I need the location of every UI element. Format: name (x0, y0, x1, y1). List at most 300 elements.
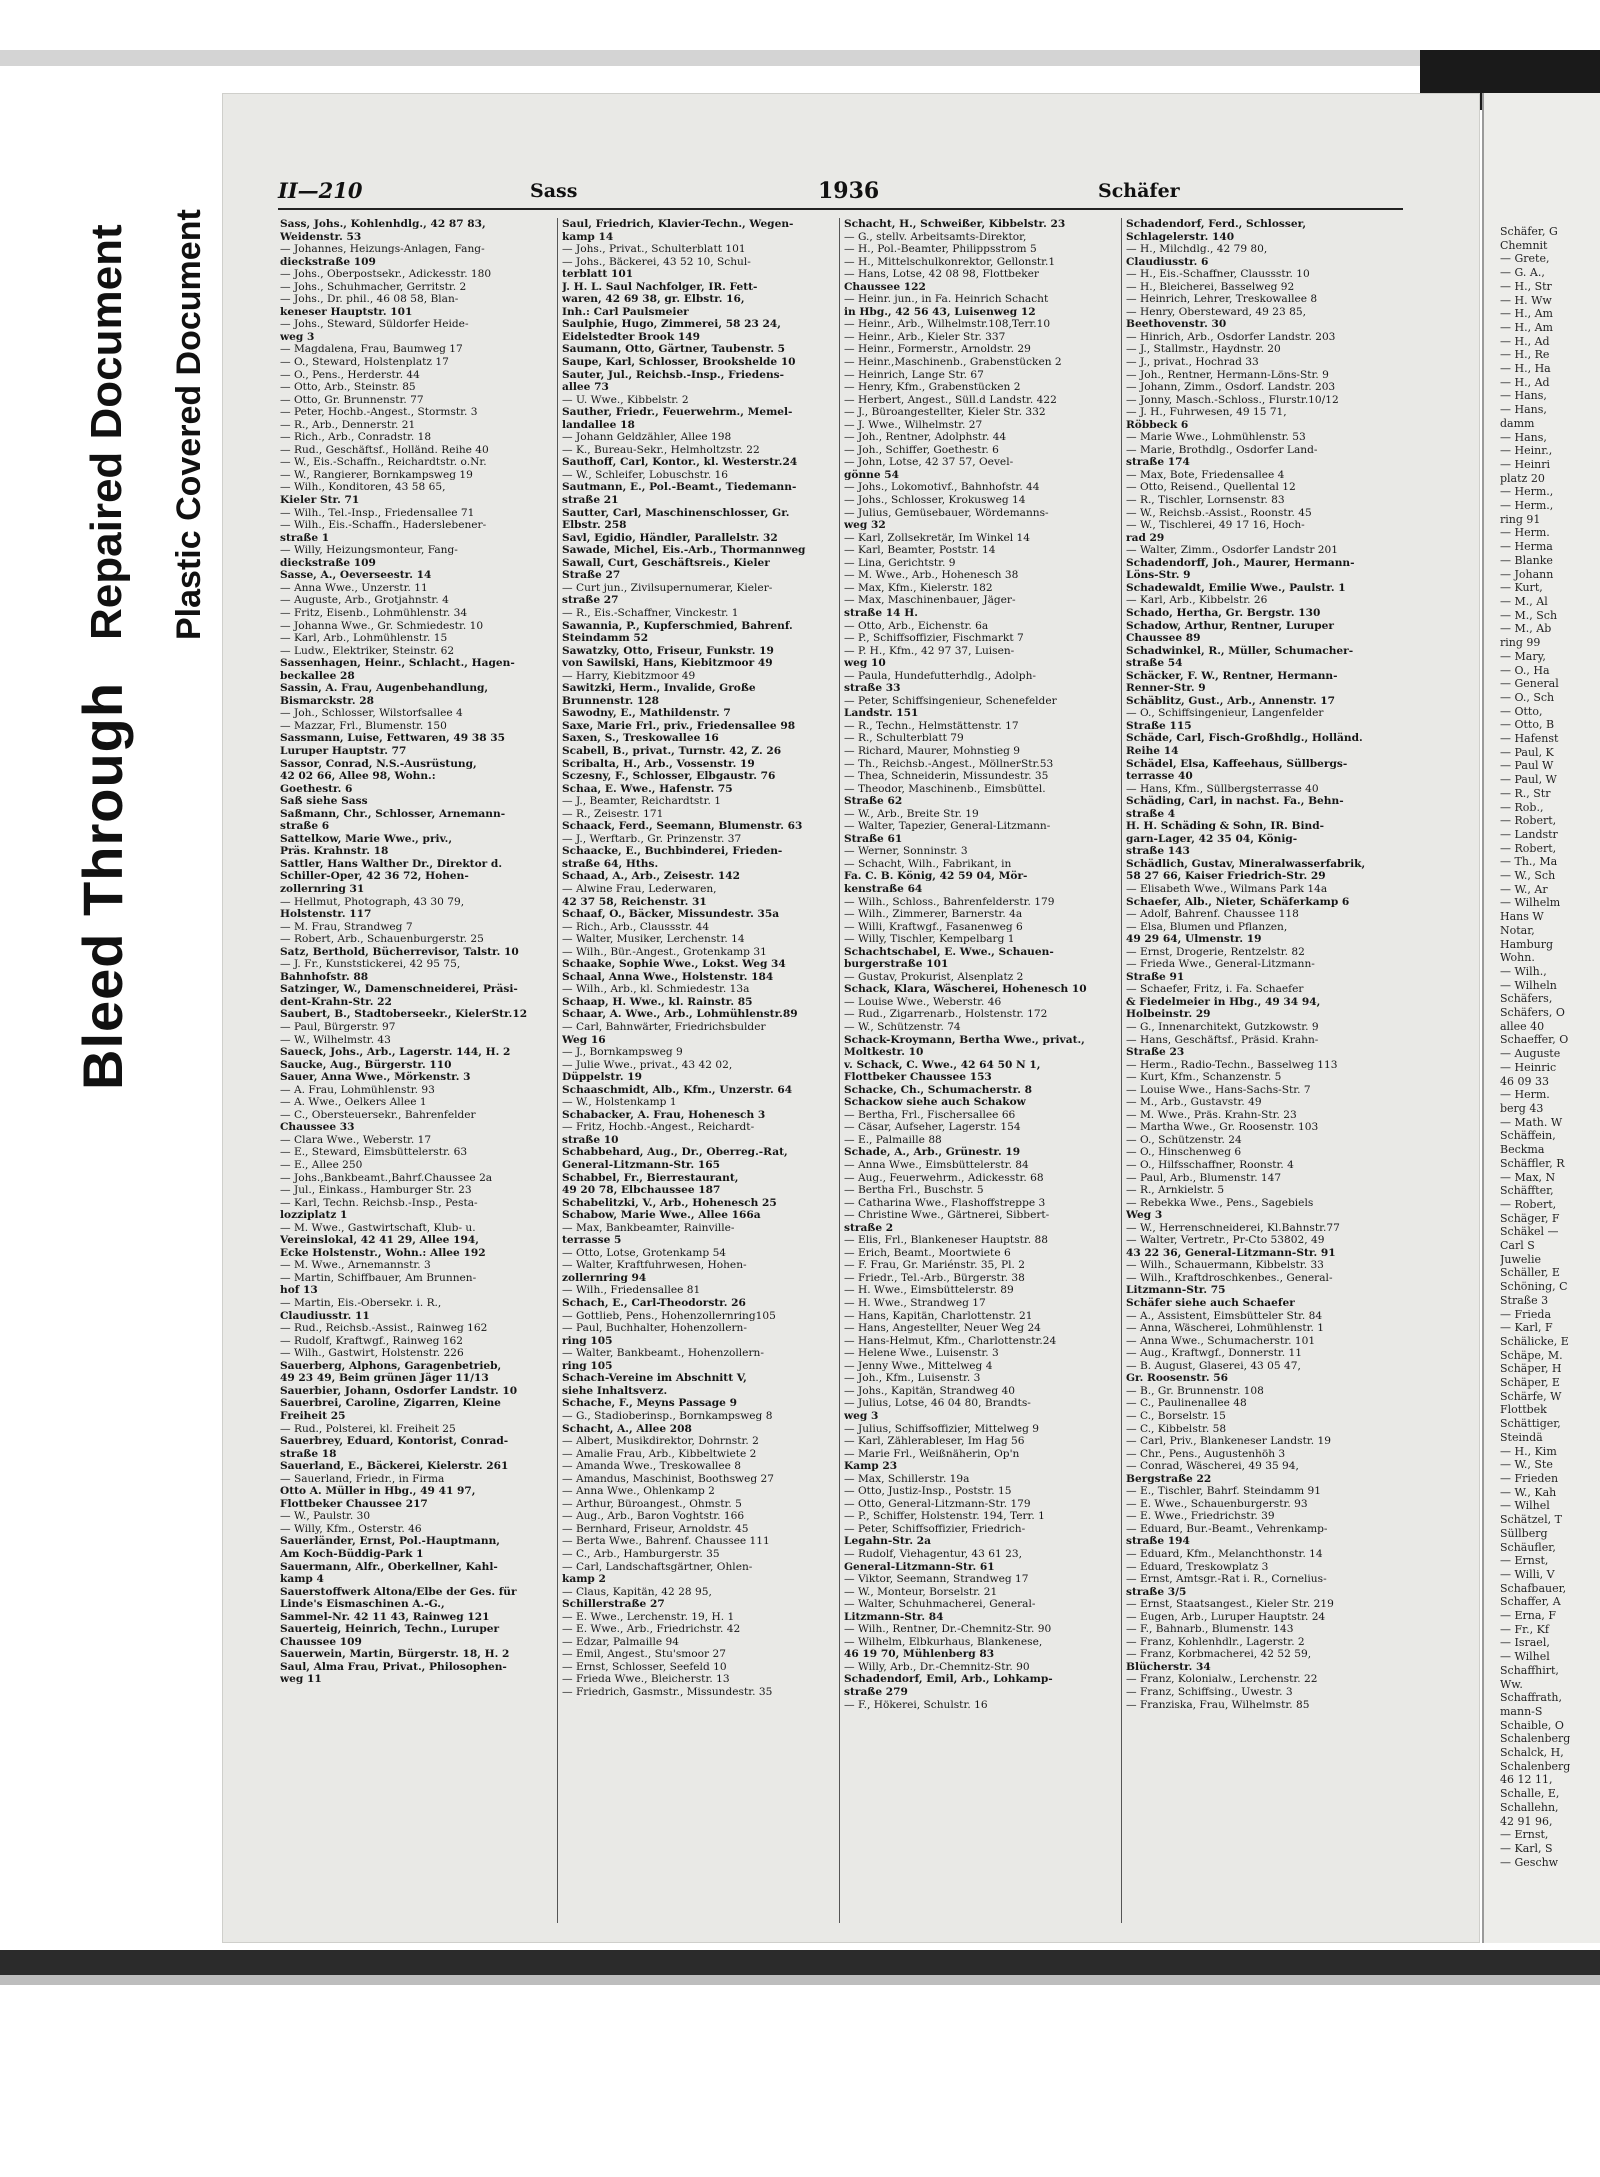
directory-entry: Löns-Str. 9 (1126, 569, 1191, 582)
directory-entry: — Heinr., Formerstr., Arnoldstr. 29 (844, 343, 1031, 356)
directory-entry: Otto A. Müller in Hbg., 49 41 97, (280, 1485, 476, 1498)
directory-entry: Schadendorff, Joh., Maurer, Hermann- (1126, 556, 1355, 569)
directory-entry: — Theodor, Maschinenb., Eimsbüttel. (844, 782, 1046, 795)
scan-bottom-bar (0, 1950, 1600, 1975)
directory-entry: — Kurt, Kfm., Schanzenstr. 5 (1126, 1071, 1282, 1084)
directory-entry: — J. Wwe., Wilhelmstr. 27 (844, 418, 983, 431)
directory-entry: Schädlich, Gustav, Mineralwasserfabrik, (1126, 857, 1366, 870)
directory-entry: Sauerteig, Heinrich, Techn., Luruper (280, 1623, 500, 1636)
adjacent-page-line: Schalck, H, (1500, 1746, 1564, 1760)
directory-entry: — Wilh., Bür.-Angest., Grotenkamp 31 (562, 945, 767, 958)
directory-entry: & Fiedelmeier in Hbg., 49 34 94, (1126, 995, 1321, 1008)
directory-entry: Schädel, Elsa, Kaffeehaus, Süllbergs- (1126, 757, 1348, 770)
directory-entry: — W., Paulstr. 30 (280, 1510, 371, 1523)
directory-entry: straße 33 (844, 682, 901, 695)
directory-entry: — Willy, Kfm., Osterstr. 46 (280, 1522, 422, 1535)
directory-entry: — Jonny, Masch.-Schloss., Flurstr.10/12 (1126, 393, 1339, 406)
directory-entry: — Rud., Reichsb.-Assist., Rainweg 162 (280, 1322, 488, 1335)
directory-entry: ring 105 (562, 1334, 613, 1347)
directory-entry: Schach-Vereine im Abschnitt V, (562, 1372, 747, 1385)
directory-entry: — U. Wwe., Kibbelstr. 2 (562, 393, 689, 406)
directory-entry: — Hans, Angestellter, Neuer Weg 24 (844, 1322, 1041, 1335)
adjacent-page-line: ring 91 (1500, 512, 1541, 526)
directory-entry: straße 4 (1126, 807, 1176, 820)
directory-entry: Schaa, E. Wwe., Hafenstr. 75 (562, 782, 733, 795)
directory-entry: v. Schack, C. Wwe., 42 64 50 N 1, (844, 1058, 1041, 1071)
directory-entry: — C., Kibbelstr. 58 (1126, 1422, 1227, 1435)
directory-entry: Sauerstoffwerk Altona/Elbe der Ges. für (280, 1585, 517, 1598)
directory-entry: — R., Arb., Dennerstr. 21 (280, 418, 416, 431)
directory-entry: Kamp 23 (844, 1460, 898, 1473)
directory-entry: Sauerländer, Ernst, Pol.-Hauptmann, (280, 1535, 500, 1548)
directory-entry: Schaar, A. Wwe., Arb., Lohmühlenstr.89 (562, 1008, 798, 1021)
directory-entry: — Wilh., Friedensallee 81 (562, 1284, 701, 1297)
directory-entry: — Arthur, Büroangest., Ohmstr. 5 (562, 1497, 742, 1510)
directory-entry: Sawitzki, Herm., Invalide, Große (562, 682, 756, 695)
adjacent-page-line: Süllberg (1500, 1526, 1548, 1540)
directory-entry: — Albert, Musikdirektor, Dohrnstr. 2 (562, 1435, 759, 1448)
adjacent-page-line: Beckma (1500, 1143, 1545, 1157)
directory-entry: Linde's Eismaschinen A.-G., (280, 1598, 445, 1611)
adjacent-page-line: — Willi, V (1500, 1567, 1555, 1581)
directory-entry: 49 23 49, Beim grünen Jäger 11/13 (280, 1372, 489, 1385)
directory-entry: Goethestr. 6 (280, 782, 353, 795)
directory-entry: — Otto, Reisend., Quellental 12 (1126, 481, 1296, 494)
adjacent-page-line: — Rob., (1500, 800, 1544, 814)
directory-entry: — Karl, Techn. Reichsb.-Insp., Pesta- (280, 1196, 478, 1209)
adjacent-page-line: — Paul W (1500, 759, 1554, 773)
directory-entry: 58 27 66, Kaiser Friedrich-Str. 29 (1126, 870, 1326, 883)
adjacent-page-line: — H., Ha (1500, 362, 1551, 376)
adjacent-page-line: — Heinri (1500, 457, 1550, 471)
directory-entry: — Julie Wwe., privat., 43 42 02, (562, 1058, 733, 1071)
directory-entry: — J., Büroangestellter, Kieler Str. 332 (844, 406, 1046, 419)
directory-entry: weg 10 (844, 657, 886, 670)
directory-entry: — Johs., Bäckerei, 43 52 10, Schul- (562, 255, 751, 268)
directory-entry: — W., Monteur, Borselstr. 21 (844, 1585, 998, 1598)
directory-entry: Fa. C. B. König, 42 59 04, Mör- (844, 870, 1028, 883)
directory-entry: — E., Steward, Eimsbüttelerstr. 63 (280, 1146, 468, 1159)
adjacent-page-line: Wohn. (1500, 951, 1535, 965)
directory-entry: — Viktor, Seemann, Strandweg 17 (844, 1573, 1029, 1586)
directory-column-3 (844, 218, 1116, 1923)
directory-entry: — Wilh., Konditoren, 43 58 65, (280, 481, 446, 494)
directory-entry: — W., Tischlerei, 49 17 16, Hoch- (1126, 519, 1305, 532)
directory-entry: — O., Schützenstr. 24 (1126, 1133, 1242, 1146)
adjacent-page-line: Juwelie (1500, 1252, 1541, 1266)
directory-entry: terblatt 101 (562, 268, 634, 281)
directory-entry: — Friedr., Tel.-Arb., Bürgerstr. 38 (844, 1271, 1025, 1284)
adjacent-page-line: — General (1500, 677, 1559, 691)
directory-entry: — Lina, Gerichtstr. 9 (844, 556, 956, 569)
directory-entry: — Walter, Kraftfuhrwesen, Hohen- (562, 1259, 747, 1272)
directory-entry: — Johs.,Bankbeamt.,Bahrf.Chaussee 2a (280, 1171, 493, 1184)
directory-entry: — Julius, Gemüsebauer, Wördemanns- (844, 506, 1049, 519)
adjacent-page-line: Schaeffer, O (1500, 1033, 1569, 1047)
directory-entry: — Max, Maschinenbauer, Jäger- (844, 594, 1016, 607)
directory-entry: — J., Werftarb., Gr. Prinzenstr. 37 (562, 832, 742, 845)
adjacent-page-line: mann-S (1500, 1704, 1543, 1718)
directory-entry: straße 10 (562, 1133, 619, 1146)
directory-entry: — Joh., Rentner, Adolphstr. 44 (844, 431, 1007, 444)
adjacent-page-line: Schärfe, W (1500, 1389, 1562, 1403)
directory-entry: — Rudolf, Viehagentur, 43 61 23, (844, 1547, 1022, 1560)
directory-entry: — E., Tischler, Bahrf. Steindamm 91 (1126, 1485, 1322, 1498)
adjacent-page-line: — O., Sch (1500, 690, 1555, 704)
directory-entry: — Johs., Schlosser, Krokusweg 14 (844, 494, 1026, 507)
directory-entry: — H., Bleicherei, Basselweg 92 (1126, 280, 1295, 293)
directory-entry: — Paul, Buchhalter, Hohenzollern- (562, 1322, 747, 1335)
directory-entry: — Bernhard, Friseur, Arnoldstr. 45 (562, 1522, 749, 1535)
directory-entry: — Max, Bankbeamter, Rainville- (562, 1221, 735, 1234)
adjacent-page-line: — R., Str (1500, 786, 1551, 800)
adjacent-page-line: — H., Ad (1500, 375, 1550, 389)
directory-entry: Weg 16 (562, 1033, 606, 1046)
directory-entry: — Hellmut, Photograph, 43 30 79, (280, 895, 465, 908)
directory-entry: — A. Frau, Lohmühlenstr. 93 (280, 1083, 435, 1096)
directory-entry: — Ernst, Drogerie, Rentzelstr. 82 (1126, 945, 1305, 958)
directory-entry: — Walter, Schuhmacherei, General- (844, 1598, 1036, 1611)
directory-entry: — Marie Frl., Weißnäherin, Op'n (844, 1447, 1020, 1460)
directory-entry: — Anna Wwe., Ohlenkamp 2 (562, 1485, 715, 1498)
adjacent-page-line: Schaffrath, (1500, 1691, 1562, 1705)
adjacent-page-line: Schäffein, (1500, 1129, 1556, 1143)
directory-entry: Schäfer siehe auch Schaefer (1126, 1297, 1295, 1310)
directory-entry: — Karl, Arb., Kibbelstr. 26 (1126, 594, 1268, 607)
directory-entry: Saupe, Karl, Schlosser, Brookshelde 10 (562, 356, 796, 369)
directory-entry: — Johannes, Heizungs-Anlagen, Fang- (280, 243, 485, 256)
directory-entry: — E. Wwe., Arb., Friedrichstr. 42 (562, 1623, 741, 1636)
directory-entry: dieckstraße 109 (280, 255, 376, 268)
directory-entry: — E., Palmaille 88 (844, 1133, 942, 1146)
directory-entry: — Joh., Kfm., Luisenstr. 3 (844, 1372, 981, 1385)
directory-entry: — Amandus, Maschinist, Boothsweg 27 (562, 1472, 774, 1485)
adjacent-page-line: Steindä (1500, 1430, 1543, 1444)
directory-entry: Sawodny, E., Mathildenstr. 7 (562, 707, 731, 720)
directory-entry: Sczesny, F., Schlosser, Elbgaustr. 76 (562, 770, 776, 783)
directory-entry: Weidenstr. 53 (280, 230, 362, 243)
directory-entry: Chaussee 33 (280, 1121, 355, 1134)
adjacent-page-line: Schaffer, A (1500, 1595, 1561, 1609)
directory-entry: — Emil, Angest., Stu'smoor 27 (562, 1648, 726, 1661)
directory-entry: 49 29 64, Ulmenstr. 19 (1126, 933, 1262, 946)
directory-entry: — A., Assistent, Eimsbütteler Str. 84 (1126, 1309, 1323, 1322)
directory-entry: — H., Mittelschulkonrektor, Gellonstr.1 (844, 255, 1056, 268)
directory-entry: — E. Wwe., Lerchenstr. 19, H. 1 (562, 1610, 735, 1623)
directory-entry: — H., Pol.-Beamter, Philippsstrom 5 (844, 243, 1037, 256)
directory-entry: Schaack, Ferd., Seemann, Blumenstr. 63 (562, 820, 803, 833)
directory-entry: — Berta Wwe., Bahrenf. Chaussee 111 (562, 1535, 770, 1548)
adjacent-page-line: — W., Sch (1500, 869, 1556, 883)
directory-entry: — Walter, Zimm., Osdorfer Landstr 201 (1126, 544, 1339, 557)
adjacent-page-line: Schalenberg (1500, 1732, 1571, 1746)
adjacent-page-line: — Landstr (1500, 827, 1558, 841)
directory-entry: Schlagelerstr. 140 (1126, 230, 1235, 243)
directory-entry: — Bertha, Frl., Fischersallee 66 (844, 1108, 1016, 1121)
directory-entry: — Herm., Radio-Techn., Basselweg 113 (1126, 1058, 1338, 1071)
directory-entry: Moltkestr. 10 (844, 1046, 924, 1059)
directory-entry: Sauter, Jul., Reichsb.-Insp., Friedens- (562, 368, 785, 381)
adjacent-page-line: berg 43 (1500, 1102, 1544, 1115)
adjacent-page-line: — H., Str (1500, 279, 1552, 293)
directory-entry: Saueck, Johs., Arb., Lagerstr. 144, H. 2 (280, 1046, 511, 1059)
directory-entry: — Elsa, Blumen und Pflanzen, (1126, 920, 1288, 933)
directory-entry: Schillerstraße 27 (562, 1598, 665, 1611)
directory-entry: — R., Eis.-Schaffner, Vinckestr. 1 (562, 606, 739, 619)
adjacent-page-line: Hans W (1500, 910, 1544, 924)
directory-entry: — Ludw., Elektriker, Steinstr. 62 (280, 644, 455, 657)
directory-entry: — C., Arb., Hamburgerstr. 35 (562, 1547, 720, 1560)
directory-entry: — Johs., Dr. phil., 46 08 58, Blan- (280, 293, 459, 306)
directory-entry: — F., Bahnarb., Blumenstr. 143 (1126, 1623, 1294, 1636)
directory-entry: — Jul., Einkass., Hamburger Str. 23 (280, 1184, 472, 1197)
directory-entry: Sattler, Hans Walther Dr., Direktor d. (280, 857, 503, 870)
directory-entry: — Max, Schillerstr. 19a (844, 1472, 970, 1485)
directory-entry: Weg 3 (1126, 1209, 1163, 1222)
directory-entry: — Wilh., Kraftdroschkenbes., General- (1126, 1271, 1333, 1284)
directory-entry: Schache, F., Meyns Passage 9 (562, 1397, 737, 1410)
directory-entry: — Heinrich, Lehrer, Treskowallee 8 (1126, 293, 1318, 306)
directory-entry: — Walter, Vertretr., Pr-Cto 53802, 49 (1126, 1234, 1325, 1247)
directory-entry: — Johann Geldzähler, Allee 198 (562, 431, 732, 444)
directory-entry: Claudiusstr. 6 (1126, 255, 1209, 268)
directory-entry: — H., Milchdlg., 42 79 80, (1126, 243, 1268, 256)
adjacent-page-line: Schäfers, (1500, 992, 1553, 1006)
adjacent-page-line: — Herma (1500, 540, 1553, 554)
directory-entry: — G., Stadioberinsp., Bornkampsweg 8 (562, 1409, 773, 1422)
adjacent-page-line: Schätzel, T (1500, 1513, 1562, 1527)
directory-entry: in Hbg., 42 56 43, Luisenweg 12 (844, 305, 1036, 318)
directory-entry: — Peter, Schiffsoffizier, Friedrich- (844, 1522, 1026, 1535)
directory-entry: — Rud., Zigarrenarb., Holstenstr. 172 (844, 1008, 1048, 1021)
directory-entry: landallee 18 (562, 418, 635, 431)
directory-entry: — John, Lotse, 42 37 57, Oevel- (844, 456, 1014, 469)
header-to-word: Schäfer (1098, 180, 1180, 202)
directory-entry: — Karl, Zählerableser, Im Hag 56 (844, 1435, 1025, 1448)
adjacent-page-line: — Paul, K (1500, 745, 1554, 759)
plastic-covered-label: Plastic Covered Document (170, 209, 208, 640)
directory-entry: — Martin, Eis.-Obersekr. i. R., (280, 1297, 442, 1310)
directory-entry: — Johanna Wwe., Gr. Schmiedestr. 10 (280, 619, 484, 632)
adjacent-page-line: — Herm., (1500, 499, 1554, 513)
directory-entry: — P., Schiffer, Holstenstr. 194, Terr. 1 (844, 1510, 1045, 1523)
directory-entry: — Wilh., Rentner, Dr.-Chemnitz-Str. 90 (844, 1623, 1052, 1636)
directory-entry: — Ernst, Amtsgr.-Rat i. R., Cornelius- (1126, 1573, 1327, 1586)
directory-entry: — Conrad, Wäscherei, 49 35 94, (1126, 1460, 1299, 1473)
directory-entry: Sammel-Nr. 42 11 43, Rainweg 121 (280, 1610, 490, 1623)
directory-entry: Schack, Klara, Wäscherei, Hohenesch 10 (844, 983, 1087, 996)
adjacent-page-line: Schäufler, (1500, 1540, 1556, 1554)
directory-entry: — Christine Wwe., Gärtnerei, Sibbert- (844, 1209, 1050, 1222)
directory-entry: Sawatzky, Otto, Friseur, Funkstr. 19 (562, 644, 774, 657)
adjacent-page-line: — Grete, (1500, 252, 1550, 266)
directory-entry: — Franz, Korbmacherei, 42 52 59, (1126, 1648, 1312, 1661)
directory-entry: — Anna, Wäscherei, Lohmühlenstr. 1 (1126, 1322, 1324, 1335)
directory-entry: — Julius, Schiffsoffizier, Mittelweg 9 (844, 1422, 1039, 1435)
adjacent-page-line: Notar, (1500, 923, 1535, 937)
directory-entry: — Heinrich, Lange Str. 67 (844, 368, 984, 381)
directory-entry: Am Koch-Büddig-Park 1 (280, 1547, 424, 1560)
directory-entry: — Wilh., Tel.-Insp., Friedensallee 71 (280, 506, 475, 519)
directory-entry: Schachtschabel, E. Wwe., Schauen- (844, 945, 1054, 958)
directory-entry: — K., Bureau-Sekr., Helmholtzstr. 22 (562, 443, 760, 456)
directory-entry: — Rich., Arb., Claussstr. 44 (562, 920, 710, 933)
directory-entry: — Otto, Lotse, Grotenkamp 54 (562, 1246, 727, 1259)
directory-entry: — Anna Wwe., Eimsbüttelerstr. 84 (844, 1159, 1029, 1172)
directory-column-2 (562, 218, 834, 1923)
directory-entry: — O., Hinschenweg 6 (1126, 1146, 1242, 1159)
adjacent-page-line: — Herm., (1500, 485, 1554, 499)
directory-entry: straße 54 (1126, 657, 1183, 670)
adjacent-page-line: Flottbek (1500, 1403, 1547, 1417)
scan-bottom-gray (0, 1975, 1600, 1985)
directory-entry: Kieler Str. 71 (280, 494, 360, 507)
directory-entry: — Peter, Hochb.-Angest., Stormstr. 3 (280, 406, 478, 419)
directory-entry: 49 20 78, Elbchaussee 187 (562, 1184, 721, 1197)
directory-entry: — Johs., Oberpostsekr., Adickesstr. 180 (280, 268, 492, 281)
directory-entry: straße 21 (562, 494, 619, 507)
directory-entry: terrasse 40 (1126, 770, 1193, 783)
directory-entry: — Wilh., Schauermann, Kibbelstr. 33 (1126, 1259, 1324, 1272)
directory-entry: — C., Paulinenallee 48 (1126, 1397, 1247, 1410)
adjacent-page-line: ring 99 (1500, 636, 1541, 650)
directory-entry: Schäcker, F. W., Rentner, Hermann- (1126, 669, 1338, 682)
directory-entry: Reihe 14 (1126, 744, 1179, 757)
directory-entry: weg 32 (844, 519, 886, 532)
directory-entry: — Aug., Arb., Baron Voghtstr. 166 (562, 1510, 745, 1523)
directory-entry: Satz, Berthold, Bücherrevisor, Talstr. 10 (280, 945, 519, 958)
directory-entry: — Willy, Tischler, Kempelbarg 1 (844, 933, 1015, 946)
directory-entry: — Helene Wwe., Luisenstr. 3 (844, 1347, 999, 1360)
directory-entry: — W., Herrenschneiderei, Kl.Bahnstr.77 (1126, 1221, 1340, 1234)
directory-entry: siehe Inhaltsverz. (562, 1384, 668, 1397)
directory-entry: — Peter, Schiffsingenieur, Schenefelder (844, 694, 1057, 707)
directory-entry: — Robert, Arb., Schauenburgerstr. 25 (280, 933, 484, 946)
adjacent-page-line: Schöning, C (1500, 1280, 1568, 1294)
directory-entry: Saxen, S., Treskowallee 16 (562, 732, 719, 745)
directory-entry: — E., Allee 250 (280, 1159, 363, 1172)
directory-entry: allee 73 (562, 381, 609, 394)
directory-entry: — Henry, Obersteward, 49 23 85, (1126, 305, 1306, 318)
directory-entry: Schaaschmidt, Alb., Kfm., Unzerstr. 64 (562, 1083, 793, 1096)
directory-entry: Schaefer, Alb., Nieter, Schäferkamp 6 (1126, 895, 1350, 908)
adjacent-page-line: — Otto, (1500, 704, 1543, 718)
header-year: 1936 (818, 178, 880, 204)
directory-entry: — Amalie Frau, Arb., Kibbeltwiete 2 (562, 1447, 757, 1460)
directory-entry: Chaussee 109 (280, 1635, 362, 1648)
directory-entry: — R., Techn., Helmstättenstr. 17 (844, 719, 1019, 732)
column-divider (839, 218, 840, 1923)
directory-entry: — Rebekka Wwe., Pens., Sagebiels (1126, 1196, 1314, 1209)
adjacent-page-line: Schäpe, M. (1500, 1348, 1563, 1362)
directory-entry: — Hans, Geschäftsf., Präsid. Krahn- (1126, 1033, 1319, 1046)
adjacent-page-line: Schaffhirt, (1500, 1663, 1559, 1677)
directory-entry: Präs. Krahnstr. 18 (280, 845, 389, 858)
directory-entry: Schabow, Marie Wwe., Allee 166a (562, 1209, 761, 1222)
directory-entry: — Elis, Frl., Blankeneser Hauptstr. 88 (844, 1234, 1049, 1247)
directory-entry: Bismarckstr. 28 (280, 694, 374, 707)
directory-entry: Schaaf, O., Bäcker, Missundestr. 35a (562, 908, 780, 921)
adjacent-page-line: — Wilhelm (1500, 896, 1561, 910)
directory-entry: — O., Pens., Herderstr. 44 (280, 368, 420, 381)
directory-entry: — O., Steward, Holstenplatz 17 (280, 356, 449, 369)
adjacent-page-line: — Robert, (1500, 841, 1557, 855)
adjacent-page-line: Schaible, O (1500, 1718, 1564, 1732)
adjacent-page-line: Schalenberg (1500, 1759, 1571, 1773)
adjacent-page-line: — Herm. (1500, 526, 1550, 540)
adjacent-page-line: Straße 3 (1500, 1293, 1549, 1307)
directory-entry: kamp 2 (562, 1573, 606, 1586)
adjacent-page-line: — Israel, (1500, 1636, 1550, 1650)
directory-entry: straße 3/5 (1126, 1585, 1187, 1598)
directory-entry: — Thea, Schneiderin, Missundestr. 35 (844, 770, 1049, 783)
directory-entry: — Johs., Schuhmacher, Gerritstr. 2 (280, 280, 467, 293)
directory-entry: Scabell, B., privat., Turnstr. 42, Z. 26 (562, 744, 782, 757)
directory-entry: — M. Wwe., Arb., Hohenesch 38 (844, 569, 1019, 582)
directory-entry: weg 3 (844, 1409, 879, 1422)
directory-entry: — Karl, Zollsekretär, Im Winkel 14 (844, 531, 1030, 544)
directory-entry: straße 27 (562, 594, 619, 607)
directory-entry: — Friedrich, Gasmstr., Missundestr. 35 (562, 1685, 773, 1698)
directory-entry: Röbbeck 6 (1126, 418, 1189, 431)
directory-entry: — Martin, Schiffbauer, Am Brunnen- (280, 1271, 477, 1284)
directory-entry: — Franz, Kohlenhdlr., Lagerstr. 2 (1126, 1635, 1305, 1648)
directory-entry: — Carl, Bahnwärter, Friedrichsbulder (562, 1021, 766, 1033)
directory-entry: kenstraße 64 (844, 882, 923, 895)
adjacent-page-line: — Karl, F (1500, 1321, 1553, 1335)
adjacent-page-line: — Wilheln (1500, 978, 1557, 992)
directory-entry: Scribalta, H., Arb., Vossenstr. 19 (562, 757, 755, 770)
directory-entry: — Walter, Musiker, Lerchenstr. 14 (562, 933, 745, 946)
directory-entry: — Frieda Wwe., Bleicherstr. 13 (562, 1673, 730, 1686)
directory-entry: Sawannia, P., Kupferschmied, Bahrenf. (562, 619, 793, 632)
directory-entry: — Rud., Geschäftsf., Holländ. Reihe 40 (280, 443, 489, 456)
directory-entry: — B. August, Glaserei, 43 05 47, (1126, 1359, 1301, 1372)
directory-entry: Schaap, H. Wwe., kl. Rainstr. 85 (562, 995, 753, 1008)
directory-entry: General-Litzmann-Str. 165 (562, 1159, 720, 1172)
directory-entry: — W., Reichsb.-Assist., Roonstr. 45 (1126, 506, 1312, 519)
directory-entry: — P., Schiffsoffizier, Fischmarkt 7 (844, 632, 1024, 645)
directory-entry: dieckstraße 109 (280, 556, 376, 569)
directory-entry: Beethovenstr. 30 (1126, 318, 1227, 331)
directory-entry: straße 194 (1126, 1535, 1190, 1548)
adjacent-page-line: — Frieda (1500, 1307, 1552, 1321)
directory-entry: — Harry, Kiebitzmoor 49 (562, 669, 696, 682)
directory-entry: — M. Wwe., Arnemannstr. 3 (280, 1259, 431, 1272)
adjacent-page-line: — Herm. (1500, 1088, 1550, 1102)
directory-entry: — Johann, Zimm., Osdorf. Landstr. 203 (1126, 381, 1336, 394)
directory-entry: Renner-Str. 9 (1126, 682, 1206, 695)
directory-entry: — Wilh., Arb., kl. Schmiedestr. 13a (562, 983, 750, 996)
directory-entry: Sawall, Curt, Geschäftsreis., Kieler (562, 556, 770, 569)
directory-entry: — E. Wwe., Friedrichstr. 39 (1126, 1510, 1275, 1523)
directory-entry: Blücherstr. 34 (1126, 1660, 1211, 1673)
adjacent-page-line: — Ernst, (1500, 1554, 1549, 1568)
directory-entry: keneser Hauptstr. 101 (280, 305, 413, 318)
adjacent-page-line: Chemnit (1500, 238, 1548, 252)
directory-entry: — Johs., Lokomotivf., Bahnhofstr. 44 (844, 481, 1040, 494)
adjacent-page-line: — Th., Ma (1500, 855, 1558, 869)
directory-entry: — Walter, Bankbeamt., Hohenzollern- (562, 1347, 764, 1360)
directory-entry: Holstenstr. 117 (280, 908, 372, 921)
adjacent-page-line: — H., Kim (1500, 1444, 1557, 1458)
directory-entry: — M. Frau, Strandweg 7 (280, 920, 413, 933)
directory-entry: Schadendorf, Ferd., Schlosser, (1126, 218, 1307, 230)
directory-entry: — M., Arb., Gustavstr. 49 (1126, 1096, 1262, 1109)
directory-entry: — Heinr., Arb., Wilhelmstr.108,Terr.10 (844, 318, 1051, 331)
directory-entry: — F. Frau, Gr. Mariénstr. 35, Pl. 2 (844, 1259, 1026, 1272)
directory-entry: Schadwinkel, R., Müller, Schumacher- (1126, 644, 1354, 657)
